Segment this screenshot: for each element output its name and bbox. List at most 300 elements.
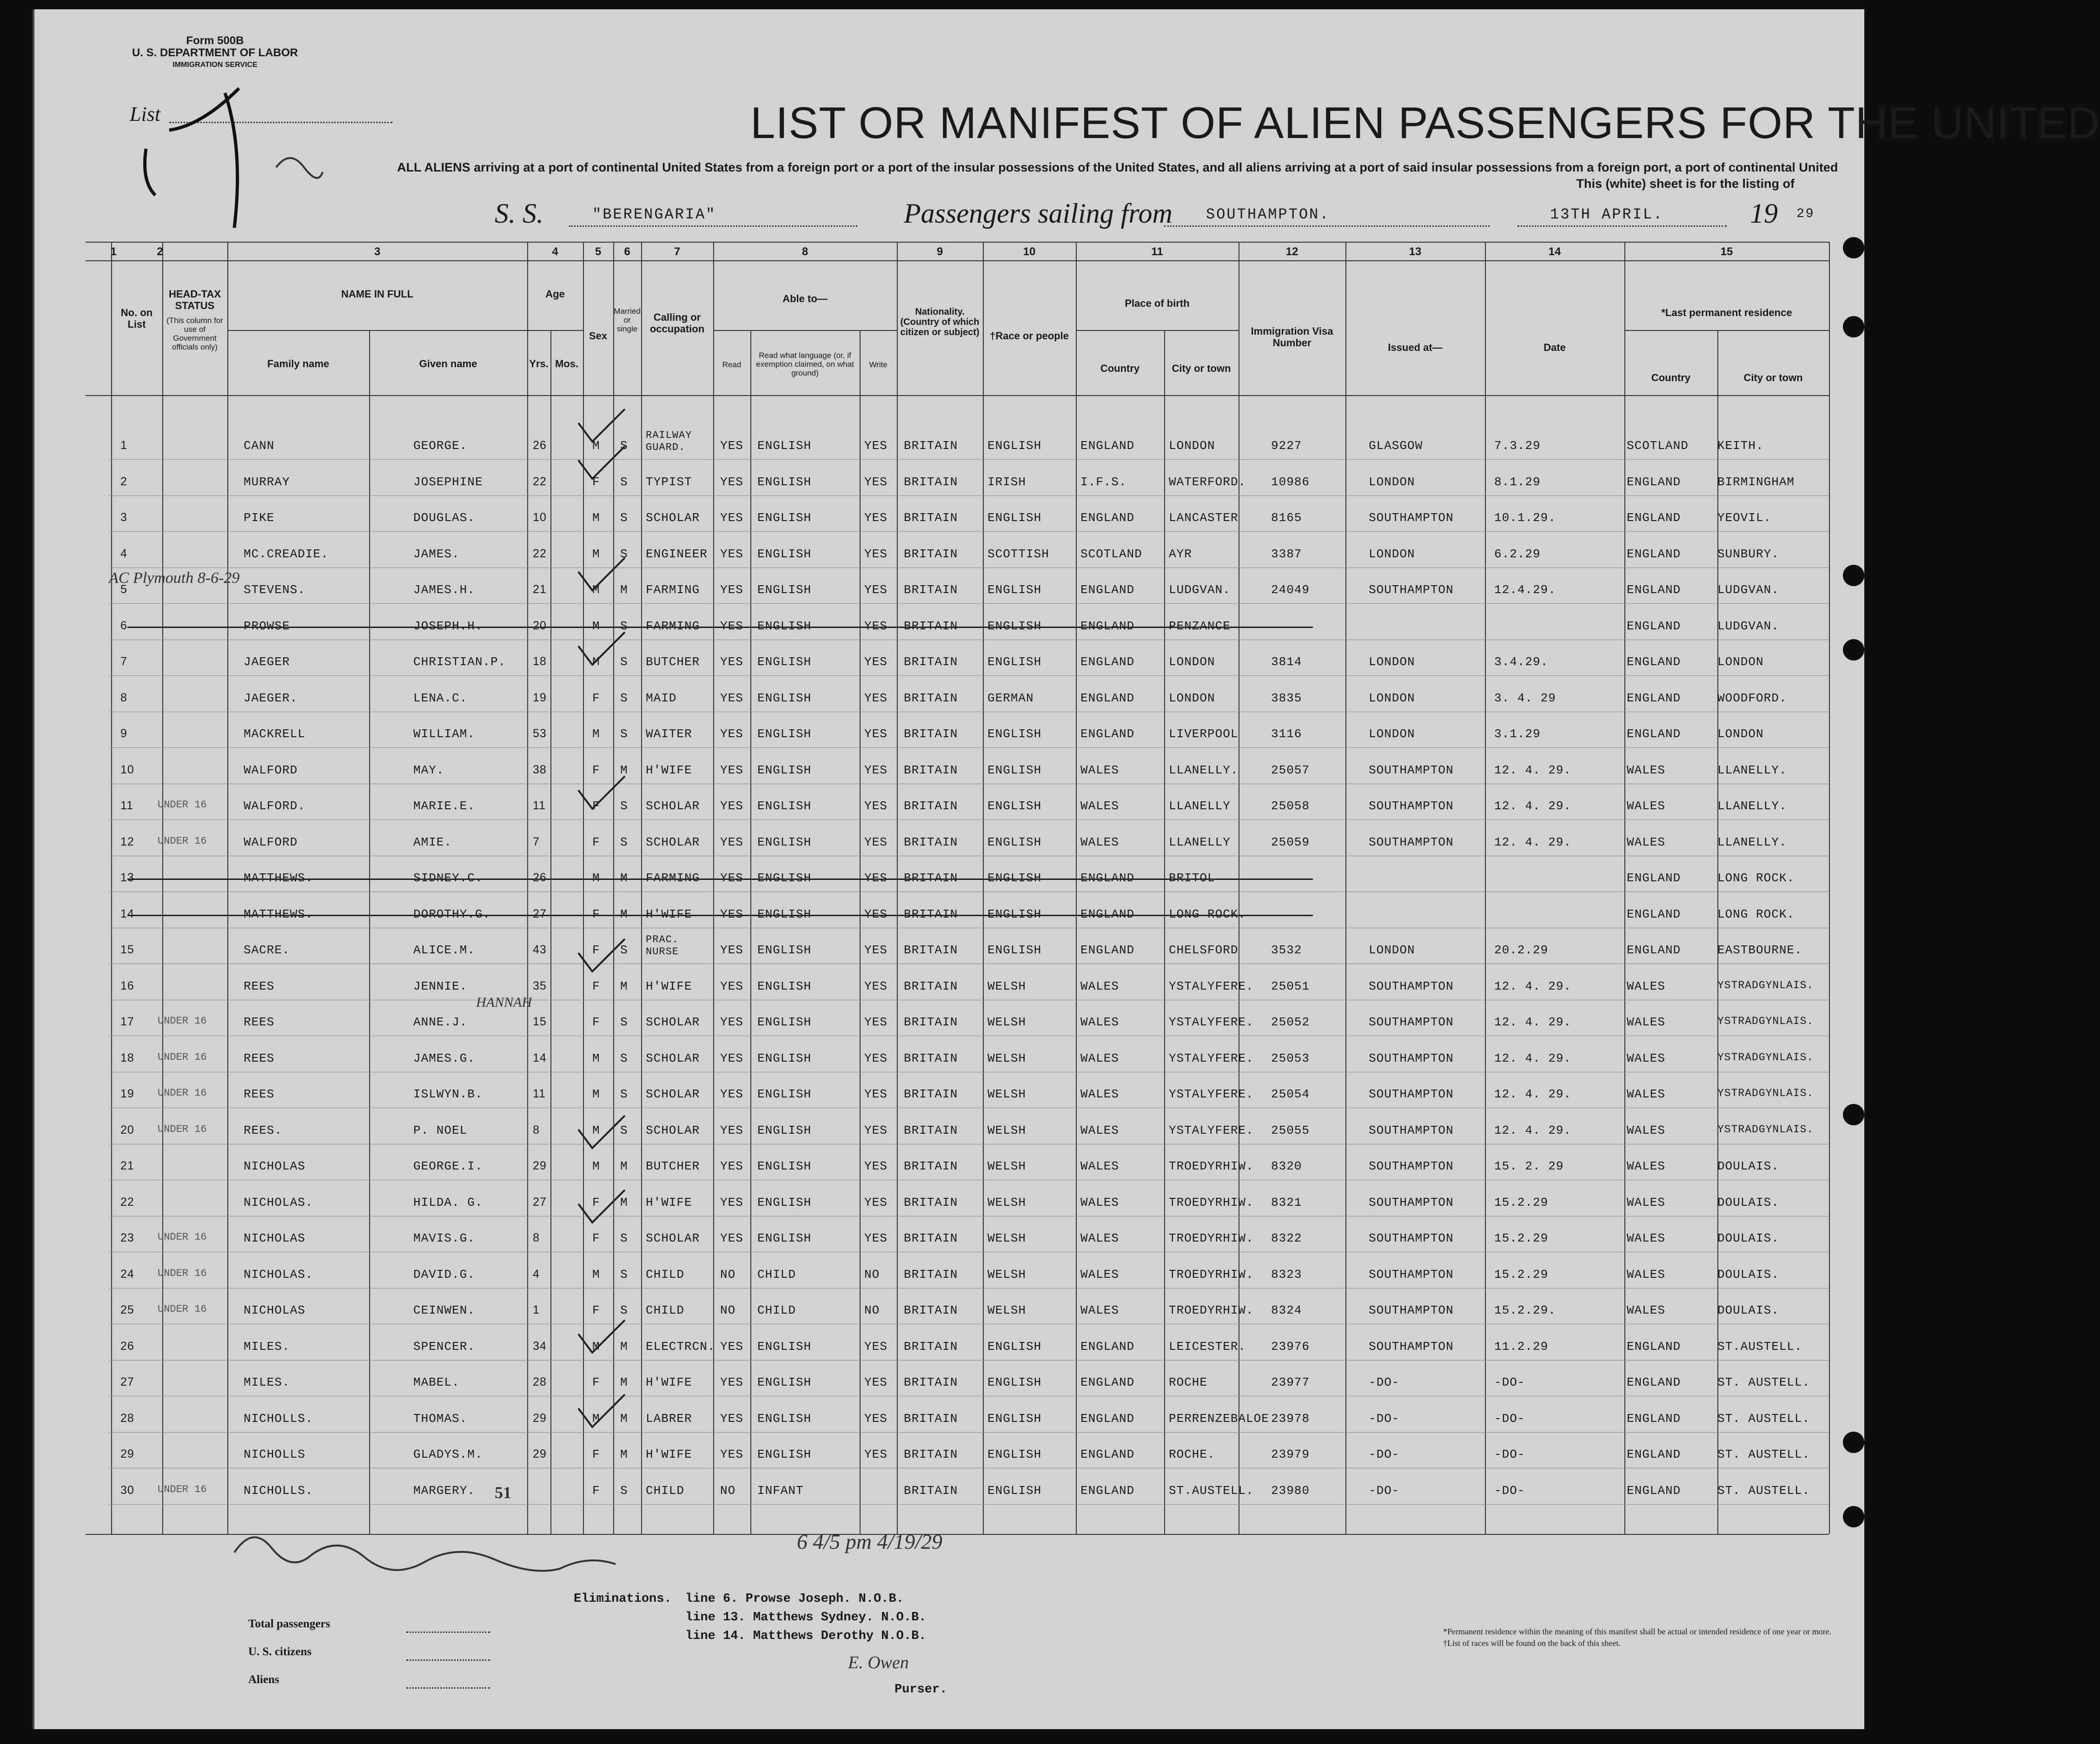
cell-race: ENGLISH: [987, 439, 1042, 453]
cell-family: PROWSE: [244, 619, 290, 633]
cell-rcity: YSTRADGYNLAIS.: [1717, 979, 1814, 991]
cell-race: GERMAN: [987, 691, 1034, 705]
cell-write: YES: [864, 547, 888, 561]
cell-yrs: 15: [533, 1015, 547, 1028]
cell-race: SCOTTISH: [987, 547, 1049, 561]
cell-rcountry: ENGLAND: [1627, 1447, 1681, 1461]
cell-yrs: 27: [533, 1195, 547, 1209]
cell-sex: M: [592, 871, 600, 885]
cell-date: 12. 4. 29.: [1494, 1123, 1572, 1137]
cell-yrs: 43: [533, 943, 547, 956]
column-number: 12: [1285, 245, 1298, 258]
cell-bcountry: WALES: [1080, 979, 1120, 993]
cell-yrs: 7: [533, 835, 540, 848]
cell-nat: BRITAIN: [904, 943, 958, 957]
cell-given: MAVIS.G.: [413, 1231, 475, 1245]
cell-sex: F: [592, 907, 600, 921]
cell-sex: F: [592, 799, 600, 813]
cell-lang: ENGLISH: [757, 907, 812, 921]
cell-issued: SOUTHAMPTON: [1369, 979, 1454, 993]
cell-bcountry: WALES: [1080, 1231, 1120, 1245]
cell-race: WELSH: [987, 1231, 1027, 1245]
cell-sex: M: [592, 619, 600, 633]
header-residence: *Last permanent residence: [1661, 307, 1792, 318]
cell-occ: SCHOLAR: [646, 511, 700, 525]
cell-yrs: 28: [533, 1375, 547, 1388]
cell-given: AMIE.: [413, 835, 452, 849]
header-sex: Sex: [589, 330, 608, 342]
cell-read: YES: [720, 727, 743, 741]
cell-nat: BRITAIN: [904, 691, 958, 705]
cell-visa: 24049: [1271, 583, 1310, 597]
column-number: 6: [624, 245, 630, 258]
cell-rcountry: WALES: [1627, 1195, 1666, 1209]
cell-given: HILDA. G.: [413, 1195, 483, 1209]
row-16-extra-name: HANNAH: [476, 995, 532, 1010]
cell-occ: MAID: [646, 691, 677, 705]
cell-family: MURRAY: [244, 475, 290, 489]
cell-sex: F: [592, 763, 600, 777]
manifest-title: LIST OR MANIFEST OF ALIEN PASSENGERS FOR THE UNITED: [750, 98, 2100, 148]
cell-occ: TYPIST: [646, 475, 692, 489]
cell-race: ENGLISH: [987, 511, 1042, 525]
strikethrough-line: [127, 915, 1313, 916]
cell-nat: BRITAIN: [904, 1483, 958, 1498]
cell-given: JENNIE.: [413, 979, 468, 993]
cell-sex: F: [592, 1303, 600, 1317]
cell-no: 8: [120, 691, 127, 704]
cell-write: NO: [864, 1303, 880, 1317]
cell-issued: SOUTHAMPTON: [1369, 1015, 1454, 1029]
cell-no: 10: [120, 763, 134, 776]
cell-occ: SCHOLAR: [646, 1087, 700, 1101]
strikethrough-line: [127, 879, 1313, 880]
row-rule: [109, 603, 1829, 604]
cell-tax: UNDER 16: [158, 1015, 207, 1027]
cell-given: GEORGE.: [413, 439, 468, 453]
cell-rcity: YSTRADGYNLAIS.: [1717, 1123, 1814, 1136]
cell-visa: 23979: [1271, 1447, 1310, 1461]
cell-rcity: LLANELLY.: [1717, 835, 1787, 849]
cell-bcity: LANCASTER: [1169, 511, 1239, 525]
cell-yrs: 29: [533, 1411, 547, 1425]
cell-nat: BRITAIN: [904, 1231, 958, 1245]
cell-rcountry: ENGLAND: [1627, 943, 1681, 957]
cell-family: REES: [244, 1015, 275, 1029]
sailing-label: Passengers sailing from: [904, 198, 1173, 229]
cell-given: WILLIAM.: [413, 727, 475, 741]
cell-rcountry: ENGLAND: [1627, 907, 1681, 921]
cell-race: WELSH: [987, 1303, 1027, 1317]
cell-date: 10.1.29.: [1494, 511, 1556, 525]
cell-lang: ENGLISH: [757, 1231, 812, 1245]
cell-occ: SCHOLAR: [646, 1231, 700, 1245]
column-number: 15: [1720, 245, 1733, 258]
cell-tax: UNDER 16: [158, 835, 207, 847]
cell-no: 28: [120, 1411, 134, 1425]
cell-write: YES: [864, 691, 888, 705]
cell-lang: CHILD: [757, 1303, 796, 1317]
cell-ms: M: [620, 871, 628, 885]
cell-no: 5: [120, 583, 127, 596]
cell-race: WELSH: [987, 1267, 1027, 1282]
cell-nat: BRITAIN: [904, 1303, 958, 1317]
cell-lang: ENGLISH: [757, 1195, 812, 1209]
column-number: 5: [595, 245, 602, 258]
cell-race: WELSH: [987, 1123, 1027, 1137]
cell-race: ENGLISH: [987, 1483, 1042, 1498]
column-number: 14: [1548, 245, 1561, 258]
row-rule: [109, 1360, 1829, 1361]
cell-lang: ENGLISH: [757, 619, 812, 633]
cell-ms: S: [620, 475, 628, 489]
table-row: [34, 1441, 1866, 1477]
cell-occ: WAITER: [646, 727, 692, 741]
cell-yrs: 29: [533, 1159, 547, 1172]
cell-issued: SOUTHAMPTON: [1369, 835, 1454, 849]
cell-lang: ENGLISH: [757, 943, 812, 957]
cell-tax: UNDER 16: [158, 1051, 207, 1063]
cell-bcity: LEICESTER.: [1169, 1339, 1246, 1354]
cell-issued: -DO-: [1369, 1375, 1400, 1389]
cell-rcountry: WALES: [1627, 1231, 1666, 1245]
cell-read: YES: [720, 1051, 743, 1065]
cell-lang: ENGLISH: [757, 583, 812, 597]
cell-lang: ENGLISH: [757, 475, 812, 489]
cell-sex: M: [592, 547, 600, 561]
cell-rcountry: SCOTLAND: [1627, 439, 1689, 453]
cell-given: MARIE.E.: [413, 799, 475, 813]
cell-given: DOROTHY.G.: [413, 907, 491, 921]
cell-sex: F: [592, 1483, 600, 1498]
cell-rcity: ST. AUSTELL.: [1717, 1447, 1810, 1461]
row-rule: [109, 819, 1829, 820]
cell-race: ENGLISH: [987, 763, 1042, 777]
cell-issued: SOUTHAMPTON: [1369, 1123, 1454, 1137]
cell-ms: M: [620, 1375, 628, 1389]
table-row: [34, 793, 1866, 828]
cell-visa: 25059: [1271, 835, 1310, 849]
cell-occ: LABRER: [646, 1411, 692, 1426]
table-row: [34, 1045, 1866, 1081]
cell-nat: BRITAIN: [904, 1339, 958, 1354]
cell-read: YES: [720, 1411, 743, 1426]
cell-bcountry: ENGLAND: [1080, 943, 1135, 957]
cell-bcity: TROEDYRHIW.: [1169, 1303, 1254, 1317]
residence-footnote: *Permanent residence within the meaning of this manifest shall be actual or intended residence of one year or more.: [1443, 1627, 1832, 1636]
cell-occ: FARMING: [646, 619, 700, 633]
cell-issued: LONDON: [1369, 475, 1415, 489]
cell-family: NICHOLAS.: [244, 1195, 313, 1209]
cell-nat: BRITAIN: [904, 1087, 958, 1101]
cell-ms: M: [620, 1159, 628, 1173]
cell-rcity: YSTRADGYNLAIS.: [1717, 1015, 1814, 1027]
department: U. S. DEPARTMENT OF LABOR: [132, 46, 298, 59]
elimination-line: line 14. Matthews Derothy N.O.B.: [685, 1629, 927, 1643]
cell-family: NICHOLLS.: [244, 1483, 313, 1498]
cell-yrs: 34: [533, 1339, 547, 1353]
cell-ms: S: [620, 1267, 628, 1282]
cell-race: ENGLISH: [987, 907, 1042, 921]
cell-tax: UNDER 16: [158, 1087, 207, 1099]
cell-nat: BRITAIN: [904, 763, 958, 777]
cell-read: YES: [720, 1231, 743, 1245]
cell-bcountry: WALES: [1080, 835, 1120, 849]
cell-visa: 25057: [1271, 763, 1310, 777]
cell-date: -DO-: [1494, 1375, 1525, 1389]
cell-given: MARGERY.: [413, 1483, 475, 1498]
cell-rcountry: ENGLAND: [1627, 1411, 1681, 1426]
table-row: [34, 720, 1866, 756]
cell-issued: SOUTHAMPTON: [1369, 1267, 1454, 1282]
cell-date: 11.2.29: [1494, 1339, 1549, 1354]
header-read-lang: Read what language (or, if exemption claimed, on what ground): [756, 351, 854, 377]
header-head-tax-note: (This column for use of Government officials only): [166, 316, 223, 351]
cell-yrs: 26: [533, 871, 547, 884]
cell-ms: S: [620, 619, 628, 633]
cell-occ: CHILD: [646, 1303, 685, 1317]
cell-ms: S: [620, 1051, 628, 1065]
cell-yrs: 38: [533, 763, 547, 776]
cell-occ: H'WIFE: [646, 1375, 692, 1389]
cell-issued: SOUTHAMPTON: [1369, 511, 1454, 525]
cell-yrs: 18: [533, 655, 547, 668]
column-number: 8: [802, 245, 808, 258]
header-calling: Calling or occupation: [649, 311, 705, 335]
cell-lang: INFANT: [757, 1483, 804, 1498]
header-no: No. on List: [120, 307, 153, 330]
cell-bcity: LLANELLY: [1169, 799, 1231, 813]
cell-occ: H'WIFE: [646, 907, 692, 921]
cell-occ: BUTCHER: [646, 1159, 700, 1173]
cell-rcountry: ENGLAND: [1627, 583, 1681, 597]
cell-occ: SCHOLAR: [646, 835, 700, 849]
cell-ms: M: [620, 1195, 628, 1209]
cell-sex: M: [592, 439, 600, 453]
table-row: [34, 1261, 1866, 1297]
cell-date: 12.4.29.: [1494, 583, 1556, 597]
row-rule: [109, 675, 1829, 676]
cell-no: 30: [120, 1483, 134, 1497]
cell-ms: S: [620, 655, 628, 669]
purser-label: Purser.: [894, 1683, 947, 1697]
cell-write: YES: [864, 1231, 888, 1245]
cell-no: 4: [120, 547, 127, 560]
cell-date: 15.2.29.: [1494, 1303, 1556, 1317]
ss-label: S. S.: [495, 198, 543, 229]
cell-yrs: 21: [533, 583, 547, 596]
cell-no: 3: [120, 511, 127, 524]
cell-no: 24: [120, 1267, 134, 1281]
cell-bcity: AYR: [1169, 547, 1192, 561]
purser-signature: E. Owen: [848, 1653, 909, 1672]
cell-family: STEVENS.: [244, 583, 305, 597]
cell-yrs: 4: [533, 1267, 540, 1281]
cell-read: YES: [720, 619, 743, 633]
cell-bcity: TROEDYRHIW.: [1169, 1159, 1254, 1173]
cell-issued: LONDON: [1369, 547, 1415, 561]
cell-rcountry: WALES: [1627, 1303, 1666, 1317]
header-head-tax: HEAD-TAX STATUS: [168, 288, 221, 311]
cell-bcountry: WALES: [1080, 1267, 1120, 1282]
cell-family: MATTHEWS.: [244, 871, 313, 885]
cell-bcountry: WALES: [1080, 799, 1120, 813]
cell-bcity: ROCHE: [1169, 1375, 1208, 1389]
cell-date: 8.1.29: [1494, 475, 1541, 489]
cell-no: 15: [120, 943, 134, 956]
cell-given: JAMES.: [413, 547, 460, 561]
header-issued: Issued at—: [1388, 342, 1443, 353]
table-row: [34, 469, 1866, 504]
table-row: [34, 1477, 1866, 1513]
cell-lang: ENGLISH: [757, 799, 812, 813]
cell-nat: BRITAIN: [904, 907, 958, 921]
cell-rcountry: ENGLAND: [1627, 871, 1681, 885]
cell-lang: ENGLISH: [757, 1375, 812, 1389]
cell-given: SIDNEY.C.: [413, 871, 483, 885]
cell-write: YES: [864, 835, 888, 849]
cell-nat: BRITAIN: [904, 1051, 958, 1065]
cell-occ: FARMING: [646, 583, 700, 597]
cell-read: YES: [720, 475, 743, 489]
cell-read: YES: [720, 1195, 743, 1209]
cell-family: NICHOLLS.: [244, 1411, 313, 1426]
table-row: [34, 1333, 1866, 1369]
cell-sex: M: [592, 1051, 600, 1065]
cell-date: 6.2.29: [1494, 547, 1541, 561]
eliminations-label: Eliminations.: [574, 1592, 672, 1606]
cell-no: 25: [120, 1303, 134, 1316]
cell-read: YES: [720, 655, 743, 669]
cell-family: WALFORD: [244, 763, 298, 777]
cell-family: WALFORD: [244, 835, 298, 849]
cell-rcity: YSTRADGYNLAIS.: [1717, 1087, 1814, 1099]
cell-date: 12. 4. 29.: [1494, 835, 1572, 849]
cell-rcountry: WALES: [1627, 1123, 1666, 1137]
cell-rcity: YSTRADGYNLAIS.: [1717, 1051, 1814, 1064]
cell-nat: BRITAIN: [904, 475, 958, 489]
cell-write: YES: [864, 1051, 888, 1065]
cell-sex: F: [592, 1015, 600, 1029]
table-row: [34, 1297, 1866, 1333]
cell-yrs: 8: [533, 1123, 540, 1136]
cell-occ: SCHOLAR: [646, 1015, 700, 1029]
cell-issued: -DO-: [1369, 1411, 1400, 1426]
header-res-country: Country: [1651, 372, 1691, 383]
table-row: [34, 1153, 1866, 1189]
cell-read: YES: [720, 439, 743, 453]
cell-sex: F: [592, 1447, 600, 1461]
cell-given: LENA.C.: [413, 691, 468, 705]
cell-ms: S: [620, 943, 628, 957]
cell-date: 3.4.29.: [1494, 655, 1549, 669]
cell-family: MILES.: [244, 1375, 290, 1389]
cell-date: 15. 2. 29: [1494, 1159, 1564, 1173]
cell-occ: SCHOLAR: [646, 799, 700, 813]
header-nationality: Nationality. (Country of which citizen or subject): [900, 307, 980, 337]
cell-lang: ENGLISH: [757, 1051, 812, 1065]
cell-rcity: ST. AUSTELL.: [1717, 1483, 1810, 1498]
cell-rcity: LONDON: [1717, 655, 1764, 669]
cell-issued: SOUTHAMPTON: [1369, 1339, 1454, 1354]
cell-no: 20: [120, 1123, 134, 1136]
header-given: Given name: [419, 358, 477, 370]
cell-yrs: 11: [533, 1087, 546, 1100]
cell-sex: F: [592, 943, 600, 957]
cell-occ: SCHOLAR: [646, 1051, 700, 1065]
cell-rcountry: WALES: [1627, 979, 1666, 993]
row-rule: [109, 1432, 1829, 1433]
cell-visa: 23976: [1271, 1339, 1310, 1354]
cell-no: 21: [120, 1159, 134, 1172]
row-rule: [109, 747, 1829, 748]
table-row: [34, 504, 1866, 540]
cell-read: YES: [720, 871, 743, 885]
cell-lang: ENGLISH: [757, 979, 812, 993]
list-label: List: [130, 103, 161, 126]
cell-nat: BRITAIN: [904, 727, 958, 741]
cell-issued: LONDON: [1369, 943, 1415, 957]
cell-no: 11: [120, 799, 133, 812]
cell-bcity: ROCHE.: [1169, 1447, 1215, 1461]
elimination-line: line 13. Matthews Sydney. N.O.B.: [685, 1611, 927, 1625]
ship-name: "BERENGARIA": [592, 206, 716, 223]
cell-rcountry: ENGLAND: [1627, 727, 1681, 741]
cell-issued: SOUTHAMPTON: [1369, 763, 1454, 777]
cell-nat: BRITAIN: [904, 439, 958, 453]
cell-lang: ENGLISH: [757, 727, 812, 741]
cell-bcountry: ENGLAND: [1080, 1447, 1135, 1461]
cell-sex: M: [592, 1267, 600, 1282]
cell-date: 20.2.29: [1494, 943, 1549, 957]
cell-bcountry: ENGLAND: [1080, 439, 1135, 453]
cell-family: NICHOLAS: [244, 1159, 305, 1173]
cell-given: ALICE.M.: [413, 943, 475, 957]
cell-write: YES: [864, 799, 888, 813]
cell-bcity: LLANELLY.: [1169, 763, 1239, 777]
cell-bcity: YSTALYFERE.: [1169, 1051, 1254, 1065]
table-row: [34, 829, 1866, 865]
cell-lang: ENGLISH: [757, 1411, 812, 1426]
cell-bcity: YSTALYFERE.: [1169, 979, 1254, 993]
cell-bcountry: WALES: [1080, 1051, 1120, 1065]
cell-no: 7: [120, 655, 127, 668]
cell-sex: M: [592, 583, 600, 597]
column-number: 7: [674, 245, 681, 258]
cell-date: 15.2.29: [1494, 1231, 1549, 1245]
cell-issued: SOUTHAMPTON: [1369, 1159, 1454, 1173]
cell-bcountry: WALES: [1080, 1303, 1120, 1317]
cell-bcity: LONDON: [1169, 691, 1215, 705]
cell-write: YES: [864, 871, 888, 885]
cell-given: GEORGE.I.: [413, 1159, 483, 1173]
table-row: [34, 973, 1866, 1009]
cell-visa: 8165: [1271, 511, 1302, 525]
header-family: Family name: [267, 358, 330, 370]
cell-rcountry: ENGLAND: [1627, 655, 1681, 669]
cell-write: YES: [864, 1195, 888, 1209]
race-footnote: †List of races will be found on the back of this sheet.: [1443, 1638, 1621, 1648]
cell-rcountry: WALES: [1627, 1267, 1666, 1282]
cell-write: YES: [864, 1339, 888, 1354]
cell-rcountry: WALES: [1627, 1159, 1666, 1173]
cell-no: 1: [120, 439, 127, 452]
service: IMMIGRATION SERVICE: [172, 61, 258, 69]
cell-visa: 3532: [1271, 943, 1302, 957]
cell-nat: BRITAIN: [904, 583, 958, 597]
cell-yrs: 22: [533, 475, 547, 488]
cell-tax: UNDER 16: [158, 1303, 207, 1315]
